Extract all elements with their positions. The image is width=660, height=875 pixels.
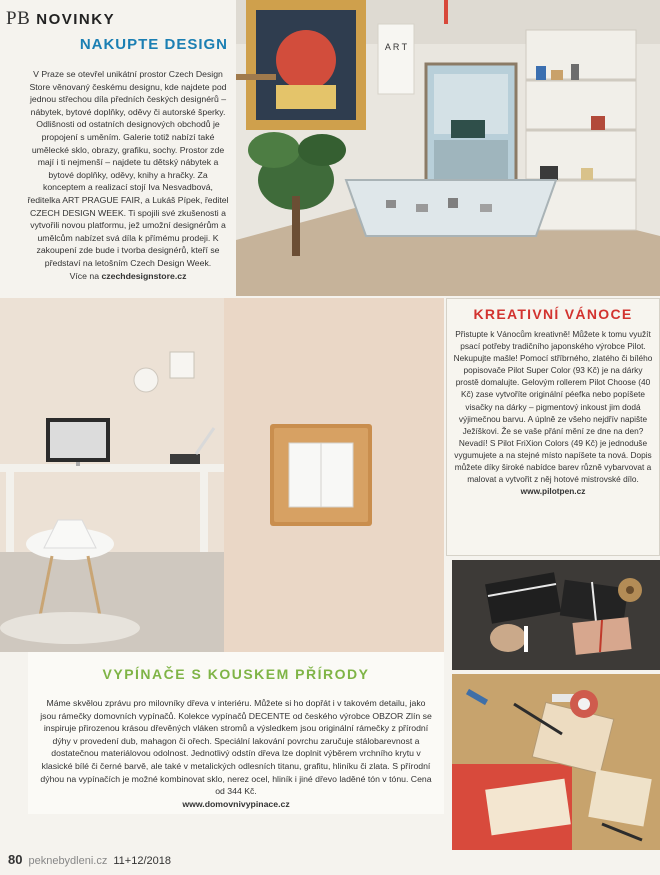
design-article-title: NAKUPTE DESIGN: [79, 36, 228, 53]
xmas-article-body: Přistupte k Vánocům kreativně! Můžete k tomu využít psací potřeby tradičního japonského výrobce Pilot. Nekupujte mašle! Pomocí stříbrného, zlatého či bílého popisovače Pilot Super Color (93 Kč) je na dárky prostě domalujte. Gelovým rollerem Pilot Choose (40 Kč) zase vytvoříte originální péefka nebo popíšete visačky na dárky – pigmentový inkoust jim dodá výjimečnou barvu. A úplně ze všeho nejdřív napište Ježíškovi. Že se vaše přání mění ze dne na den? Nevadí! S Pilot FriXion Colors (49 Kč) je jednoduše vygumujete a na stejné místo napíšete ta nová. Dopis můžete díky široké nabídce barev různě vybarvovat a malovat a vytvořit z něj hotové mistrovské dílo.: [453, 329, 653, 485]
design-article-link[interactable]: czechdesignstore.cz: [101, 270, 187, 281]
xmas-article-text: [452, 328, 654, 497]
page-footer: [8, 852, 171, 867]
letter-writing-photo: [452, 674, 660, 850]
footer-website[interactable]: peknebydleni.cz: [28, 855, 108, 867]
footer-issue: 11+12/2018: [113, 855, 171, 867]
switch-article-title: VYPÍNAČE S KOUSKEM PŘÍRODY: [102, 666, 370, 682]
design-article-text: [26, 68, 230, 282]
design-article-more-prefix: Více na: [69, 270, 102, 281]
office-switch-photo: [0, 298, 444, 652]
gift-wrapping-photo: [452, 560, 660, 670]
switch-article-text: [38, 697, 434, 810]
page-number: 80: [8, 852, 23, 867]
store-sign-art: A R T: [384, 42, 408, 52]
store-interior-photo: [236, 0, 660, 296]
switch-article-link[interactable]: www.domovnivypinace.cz: [182, 798, 290, 809]
switch-article-body: Máme skvělou zprávu pro milovníky dřeva v interiéru. Můžete si ho dopřát i v takovém detailu, jako jsou rámečky domovních vypínačů. Kolekce vypínačů DECENTE od českého výrobce OBZOR Zlín se inspiruje přirozenou krásou dřevěných vláken stromů a výsledkem jsou originální rámečky z přírodní dýhy v provedení dub, mahagon či ořech. Speciální lakování povrchu zaručuje stálobarevnost a dostatečnou materiálovou odolnost. Jednotlivý odstín dřeva lze doplnit výběrem vrchního krytu v klasické bílé či černé barvě, ale také v metalických odlesních titanu, grafitu, hliníku či zlata. S přírodní dýhou na vypínačích je možné kombinovat sklo, nerez ocel, hliník i jiné dřevo laděné tón v tónu. Cena od 344 Kč.: [40, 698, 432, 797]
section-title: NOVINKY: [36, 11, 116, 28]
xmas-article-title: KREATIVNÍ VÁNOCE: [473, 306, 633, 322]
section-header: [6, 8, 115, 30]
design-article-body: V Praze se otevřel unikátní prostor Czech Design Store věnovaný českému designu, kde najdete pod jednou střechou díla předních českých designérů – nábytek, bytové doplňky, oděvy či autorské šperky. Odlišnosti od ostatních designových obchodů je propojení s uměním. Galerie totiž nabízí také umělecké sklo, obrazy, grafiku, sochy. Prostor zde mají i ti nejmenší – najdete tu dětský nábytek a bytové doplňky, oděvy, knihy a hračky. Za konceptem a realizací stojí Iva Nesvadbová, ředitelka ART PRAGUE FAIR, a Lukáš Pípek, ředitel CZECH DESIGN WEEK. Ti spojili své zkušenosti a vytvořili novou platformu, jež umožní designérům a umělcům nabízet svá díla k přímému prodeji. K zakoupení zde bude i tvorba designérů, kteří se představí na letošním Czech Design Week.: [27, 69, 229, 268]
section-code: PB: [6, 8, 31, 29]
xmas-article-link[interactable]: www.pilotpen.cz: [520, 486, 586, 497]
